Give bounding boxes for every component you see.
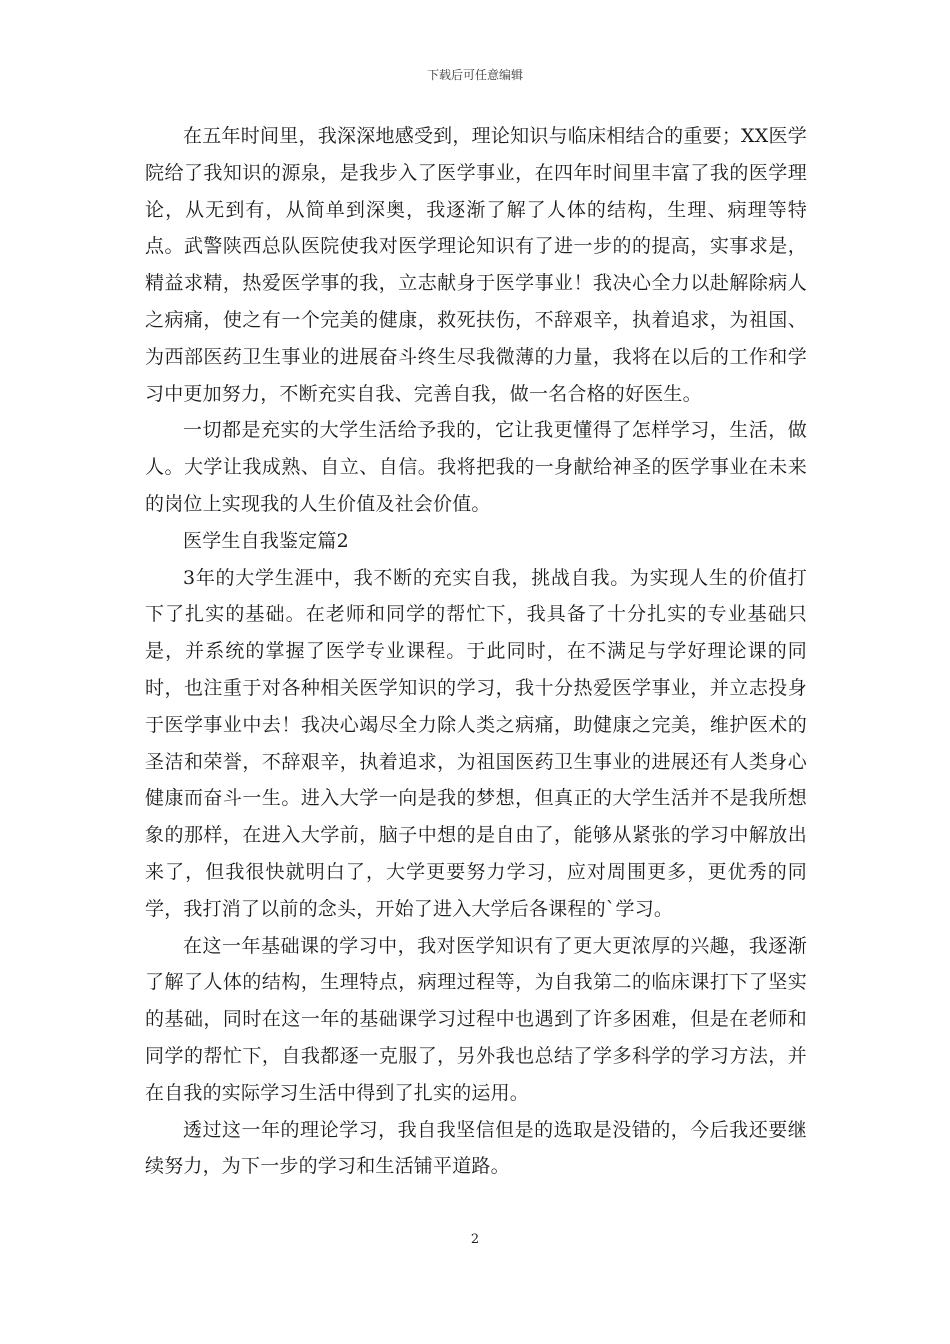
body-paragraph: 在五年时间里，我深深地感受到，理论知识与临床相结合的重要；XX医学院给了我知识的源泉，是我步入了医学事业，在四年时间里丰富了我的医学理论，从无到有，从简单到深奥，我逐渐了解了人体的结构，生理、病理等特点。武警陕西总队医院使我对医学理论知识有了进一步的的提高，实事求是，精益求精，热爱医学事的我，立志献身于医学事业！我决心全力以赴解除病人之病痛，使之有一个完美的健康，救死扶伤，不辞艰辛，执着追求，为祖国、为西部医药卫生事业的进展奋斗终生尽我微薄的力量，我将在以后的工作和学习中更加努力，不断充实自我、完善自我，做一名合格的好医生。 <box>145 125 807 405</box>
body-paragraph: 在这一年基础课的学习中，我对医学知识有了更大更浓厚的兴趣，我逐渐了解了人体的结构，生理特点，病理过程等，为自我第二的临床课打下了坚实的基础，同时在这一年的基础课学习过程中也遇到了许多困难，但是在老师和同学的帮忙下，自我都逐一克服了，另外我也总结了学多科学的学习方法，并在自我的实际学习生活中得到了扎实的运用。 <box>145 934 807 1104</box>
document-body <box>145 118 807 1185</box>
body-paragraph: 透过这一年的理论学习，我自我坚信但是的选取是没错的，今后我还要继续努力，为下一步的学习和生活铺平道路。 <box>145 1118 807 1178</box>
section-heading: 医学生自我鉴定篇2 <box>183 529 349 552</box>
page-header: 下载后可任意编辑 <box>426 68 523 82</box>
page-number: 2 <box>470 1232 480 1247</box>
body-paragraph: 3年的大学生涯中，我不断的充实自我，挑战自我。为实现人生的价值打下了扎实的基础。在老师和同学的帮忙下，我具备了十分扎实的专业基础只是，并系统的掌握了医学专业课程。于此同时，在不满足与学好理论课的同时，也注重于对各种相关医学知识的学习，我十分热爱医学事业，并立志投身于医学事业中去！我决心竭尽全力除人类之病痛，助健康之完美，维护医术的圣洁和荣誉，不辞艰辛，执着追求，为祖国医药卫生事业的进展还有人类身心健康而奋斗一生。进入大学一向是我的梦想，但真正的大学生活并不是我所想象的那样，在进入大学前，脑子中想的是自由了，能够从紧张的学习中解放出来了，但我很快就明白了，大学更要努力学习，应对周围更多，更优秀的同学，我打消了以前的念头，开始了进入大学后各课程的`学习。 <box>145 566 807 920</box>
body-paragraph: 一切都是充实的大学生活给予我的，它让我更懂得了怎样学习，生活，做人。大学让我成熟、自立、自信。我将把我的一身献给神圣的医学事业在未来的岗位上实现我的人生价值及社会价值。 <box>145 419 807 515</box>
